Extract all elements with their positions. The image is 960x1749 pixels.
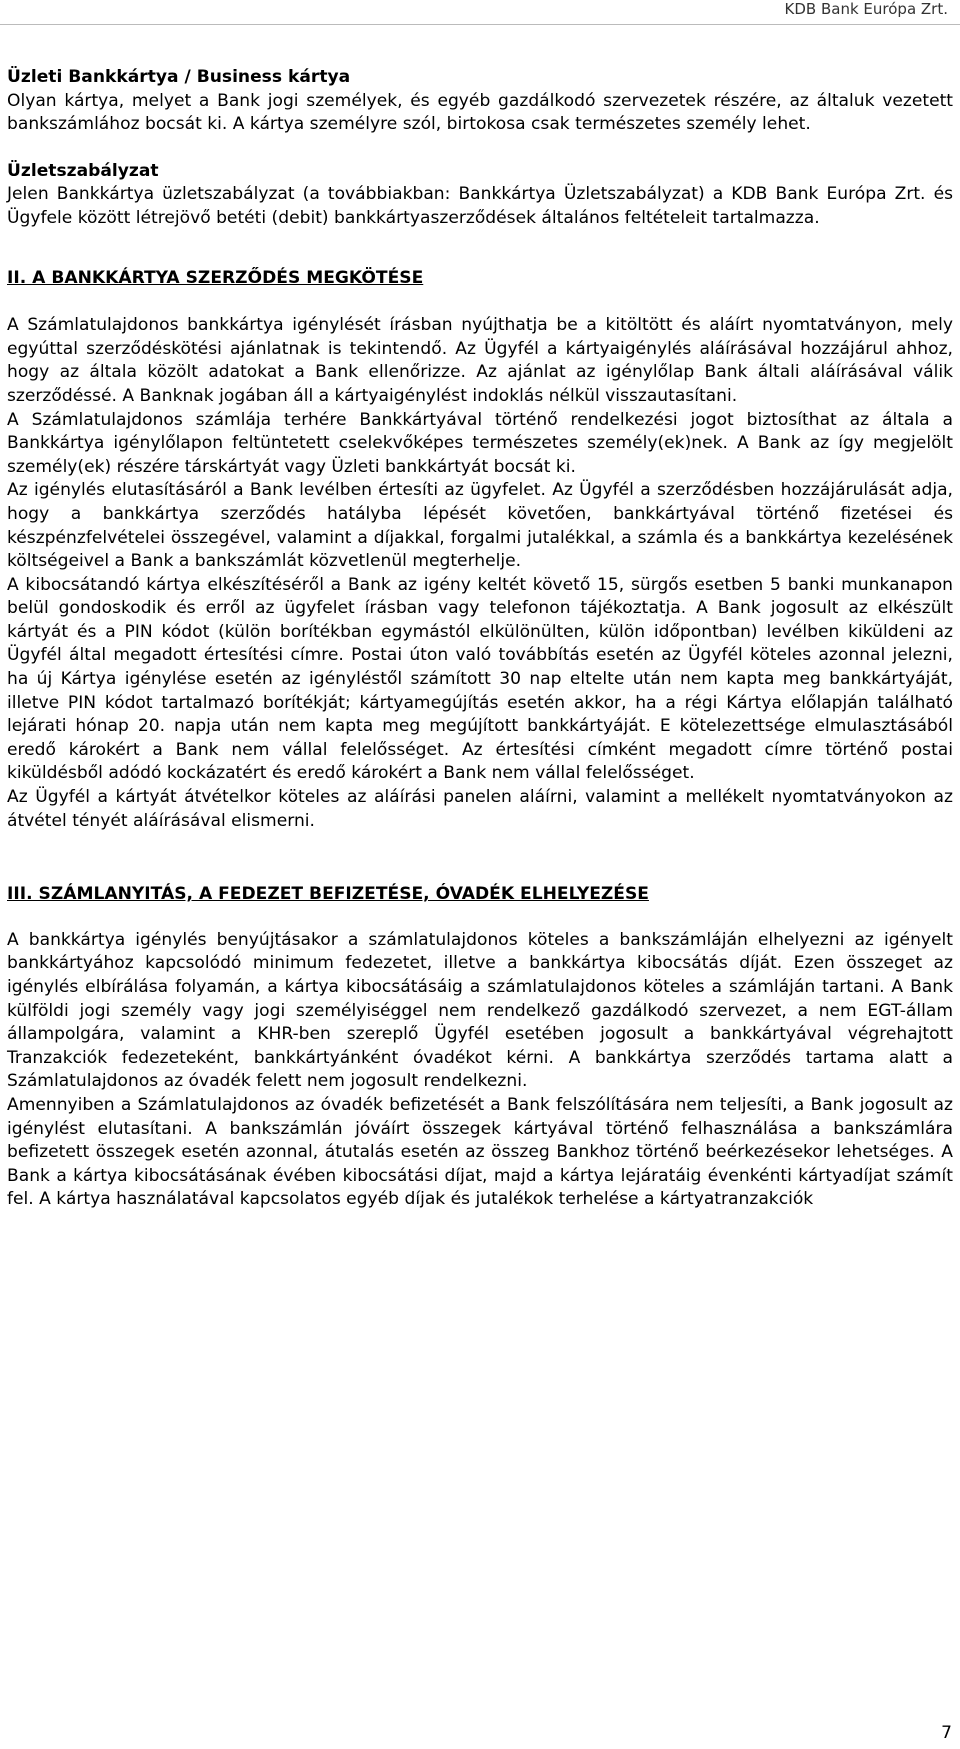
section-2-paragraph: A Számlatulajdonos bankkártya igénylését írásban nyújthatja be a kitöltött és aláírt nyomtatványon, mely egyúttal szerződéskötési ajánlatnak is tekintendő. Az Ügyfél a kártyaigénylés aláírásával hozzájárul ahhoz, hogy az általa közölt adatokat a Bank ellenőrizze. Az ajánlat az igénylőlap Bank általi aláírásával válik szerződéssé. A Banknak jogában áll a kártyaigénylést indoklás nélkül visszautasítani. [7,315,953,406]
section-2-title: II. A BANKKÁRTYA SZERZŐDÉS MEGKÖTÉSE [7,267,424,288]
spacer [7,231,953,267]
section-2-paragraph: Az Ügyfél a kártyát átvételkor köteles az aláírási panelen aláírni, valamint a mellékelt nyomtatványokon az átvétel tényét aláírásával elismerni. [7,787,953,831]
document-body [7,66,953,1212]
section-3-title: III. SZÁMLANYITÁS, A FEDEZET BEFIZETÉSE, ÓVADÉK ELHELYEZÉSE [7,884,649,905]
section-2-paragraph: A kibocsátandó kártya elkészítéséről a Bank az igény keltét követő 15, sürgős esetben 5 banki munkanapon belül gondoskodik és erről az ügyfelet írásban vagy telefonon tájékoztatja. A Bank jogosult az elkészült kártyát és a PIN kódot (külön borítékban egymástól elkülönülten, külön időpontban) levélben kiküldeni az Ügyfél által megadott értesítési címre. Postai úton való továbbítás esetén az Ügyfél köteles azonnal jelezni, ha új Kártya igénylése esetén az igényléstől számított 30 nap eltelte után nem kapta meg bankkártyáját, illetve PIN kódot tartalmazó borítékját; kártyamegújítás esetén akkor, ha a régi Kártya előlapján található lejárati hónap 20. napja után nem kapta meg megújított bankkártyáját. E kötelezettsége elmulasztásából eredő károkért a Bank nem vállal felelősséget. Az értesítési címként megadott címre történő postai kiküldésből adódó kockázatért és eredő károkért a Bank nem vállal felelősséget. [7,574,953,784]
spacer [7,907,953,929]
section-3-paragraph: A bankkártya igénylés benyújtásakor a számlatulajdonos köteles a bankszámláján elhelyezni az igényelt bankkártyához kapcsolódó minimum fedezetet, illetve a bankkártya kibocsátás díját. Ezen összeget az igénylés elbírálása folyamán, a kártya kibocsátásáig a számlatulajdonos köteles a számláján tartani. A Bank külföldi jogi személy vagy jogi személyiséggel nem rendelkező gazdálkodó szervezet, a nem EGT-állam állampolgára, valamint a KHR-ben szereplő Ügyfél esetében jogosult a bankkártyával végrehajtott Tranzakciók fedezeteként, bankkártyánként óvadékot kérni. A bankkártya szerződés tartama alatt a Számlatulajdonos az óvadék felett nem jogosult rendelkezni. [7,929,953,1092]
rules-title: Üzletszabályzat [7,160,159,181]
spacer [7,833,953,883]
header-divider [0,24,960,25]
rules-text: Jelen Bankkártya üzletszabályzat (a továbbiakban: Bankkártya Üzletszabályzat) a KDB Bank Európa Zrt. és Ügyfele között létrejövő betéti (debit) bankkártyaszerződések általános feltételeit tartalmazza. [7,184,953,228]
business-card-title: Üzleti Bankkártya / Business kártya [7,67,351,87]
spacer [7,137,953,160]
page-number: 7 [941,1723,952,1743]
section-2-paragraph: A Számlatulajdonos számlája terhére Bankkártyával történő rendelkezési jogot biztosíthat az általa a Bankkártya igénylőlapon feltüntetett cselekvőképes természetes személy(ek)nek. A Bank az így megjelölt személy(ek) részére társkártyát vagy Üzleti bankkártyát bocsát ki. [7,409,953,477]
section-3-paragraph: Amennyiben a Számlatulajdonos az óvadék befizetését a Bank felszólítására nem teljesíti, a Bank jogosult az igénylést elutasítani. A bankszámlán jóváírt összegek kártyával történő felhasználása a bankszámlára befizetett összegek esetén azonnal, átutalás esetén az összeg Bankhoz történő beérkezésekor lehetséges. A Bank a kártya kibocsátásának évében kibocsátási díjat, majd a kártya lejáratáig évenkénti kártyadíjat számít fel. A kártya használatával kapcsolatos egyéb díjak és jutalékok terhelése a kártyatranzakciók [7,1094,953,1210]
header-company: KDB Bank Európa Zrt. [784,0,948,18]
business-card-text: Olyan kártya, melyet a Bank jogi személyek, és egyéb gazdálkodó szervezetek részére, az általuk vezetett bankszámlához bocsát ki. A kártya személyre szól, birtokosa csak természetes személy lehet. [7,90,953,135]
spacer [7,290,953,314]
section-2-paragraph: Az igénylés elutasításáról a Bank levélben értesíti az ügyfelet. Az Ügyfél a szerződésben hozzájárulását adja, hogy a bankkártya szerződés hatályba lépését követően, bankkártyával történő fizetései és készpénzfelvételei összegével, valamint a díjakkal, forgalmi jutalékkal, a számla és a bankkártya kezelésének költségeivel a Bank a bankszámlát közvetlenül megterhelje. [7,480,953,572]
